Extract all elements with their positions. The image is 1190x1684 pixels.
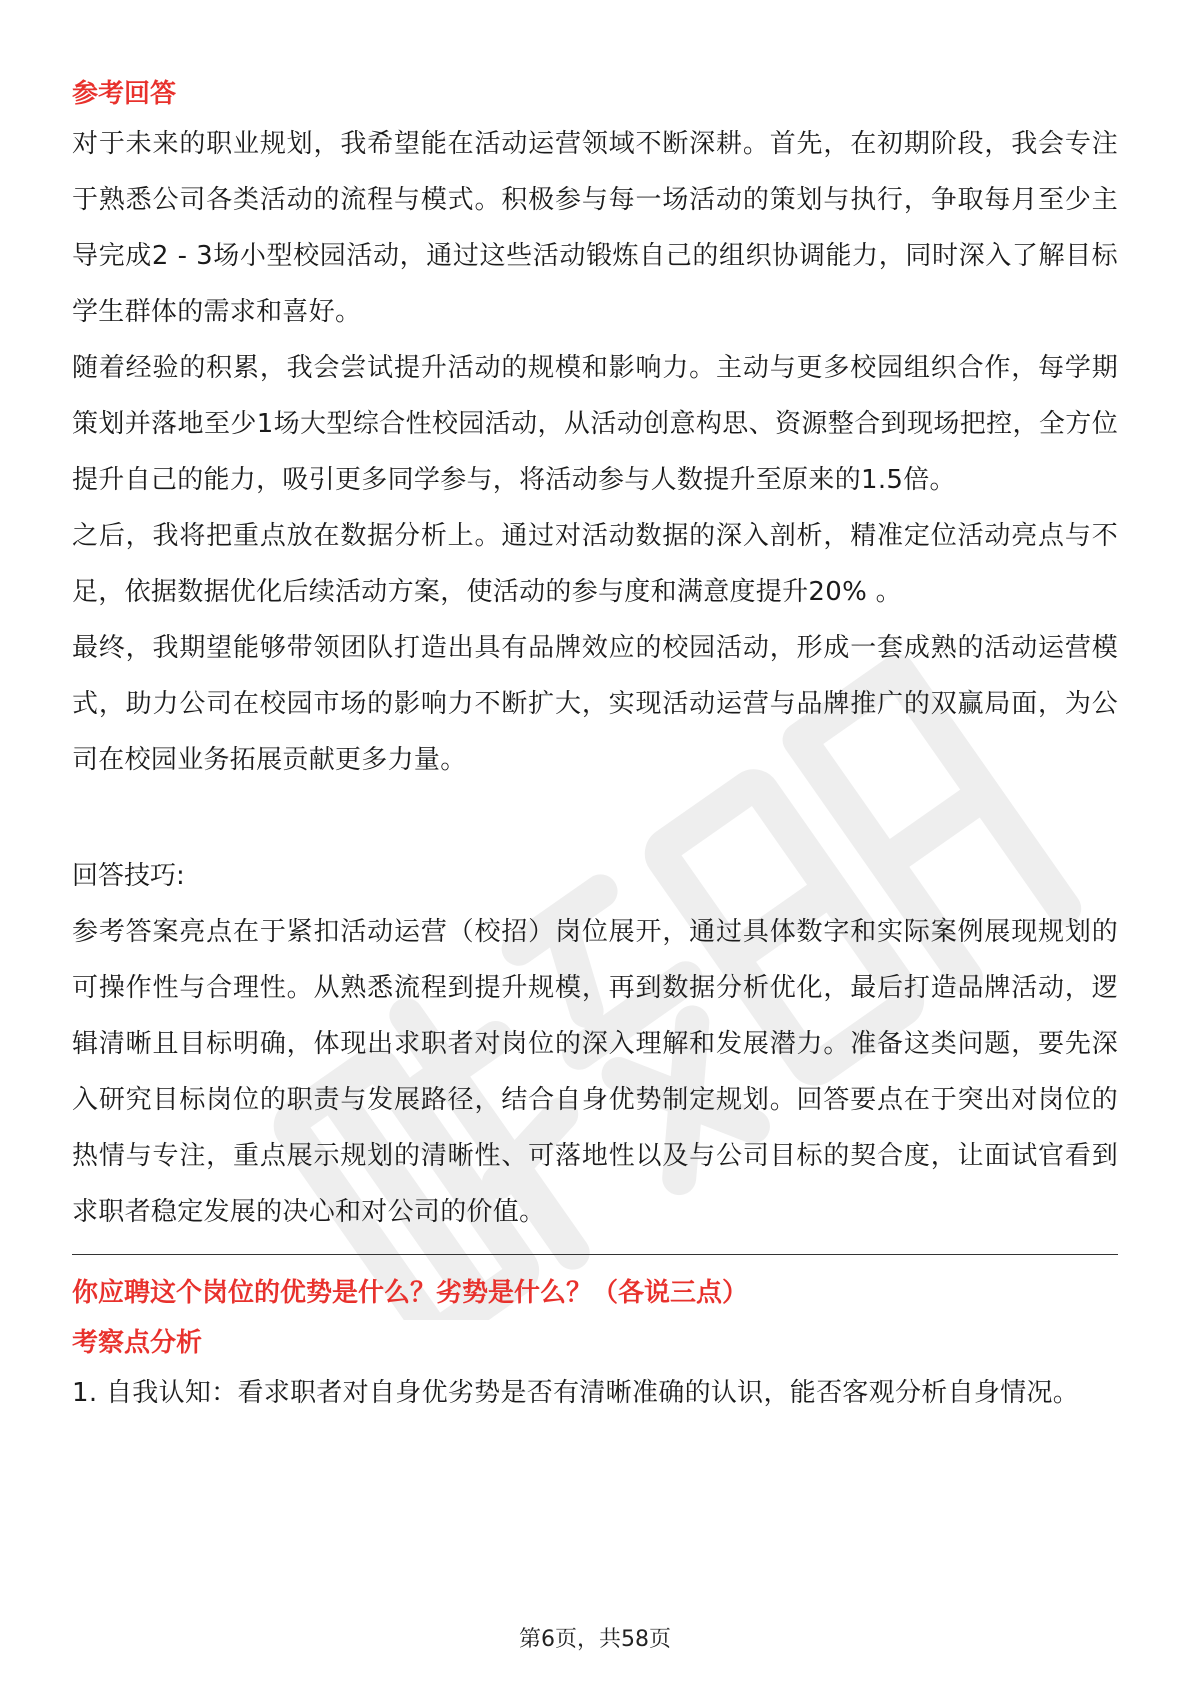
question-title: 你应聘这个岗位的优势是什么？劣势是什么？（各说三点） — [72, 1278, 749, 1308]
tips-paragraph: 参考答案亮点在于紧扣活动运营（校招）岗位展开，通过具体数字和实际案例展现规划的可操作性与合理性。从熟悉流程到提升规模，再到数据分析优化，最后打造品牌活动，逻辑清晰且目标明确，体现出求职者对岗位的深入理解和发展潜力。准备这类问题，要先深入研究目标岗位的职责与发展路径，结合自身优势制定规划。回答要点在于突出对岗位的热情与专注，重点展示规划的清晰性、可落地性以及与公司目标的契合度，让面试官看到求职者稳定发展的决心和对公司的价值。 — [72, 917, 1118, 1227]
answer-paragraph: 之后，我将把重点放在数据分析上。通过对活动数据的深入剖析，精准定位活动亮点与不足，依据数据优化后续活动方案，使活动的参与度和满意度提升20% 。 — [72, 521, 1118, 607]
answer-paragraph: 随着经验的积累，我会尝试提升活动的规模和影响力。主动与更多校园组织合作，每学期策划并落地至少1场大型综合性校园活动，从活动创意构思、资源整合到现场把控，全方位提升自己的能力，吸引更多同学参与，将活动参与人数提升至原来的1.5倍。 — [72, 353, 1118, 495]
analysis-heading: 考察点分析 — [72, 1328, 203, 1358]
section-spacer — [72, 788, 1118, 848]
tips-label: 回答技巧: — [72, 861, 185, 891]
section-divider — [72, 1254, 1118, 1255]
answer-heading: 参考回答 — [72, 79, 177, 109]
answer-paragraph: 最终，我期望能够带领团队打造出具有品牌效应的校园活动，形成一套成熟的活动运营模式，助力公司在校园市场的影响力不断扩大，实现活动运营与品牌推广的双赢局面，为公司在校园业务拓展贡献更多力量。 — [72, 633, 1118, 775]
page-footer: 第6页，共58页 — [519, 1627, 671, 1652]
answer-paragraph: 对于未来的职业规划，我希望能在活动运营领域不断深耕。首先，在初期阶段，我会专注于熟悉公司各类活动的流程与模式。积极参与每一场活动的策划与执行，争取每月至少主导完成2 - 3场小型校园活动，通过这些活动锻炼自己的组织协调能力，同时深入了解目标学生群体的需求和喜好。 — [72, 129, 1118, 327]
content-area — [72, 72, 1118, 1421]
analysis-point: 1. 自我认知：看求职者对自身优劣势是否有清晰准确的认识，能否客观分析自身情况。 — [72, 1378, 1080, 1408]
